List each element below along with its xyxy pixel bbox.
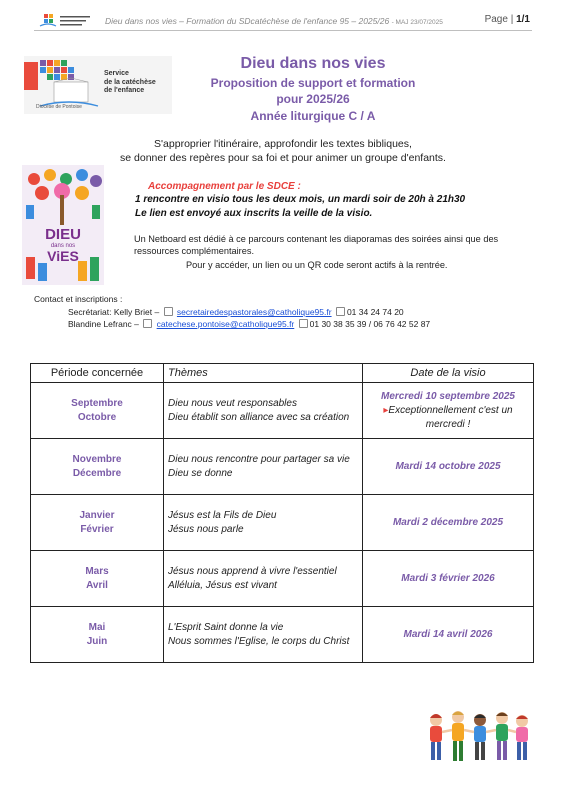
themes-cell: L'Esprit Saint donne la vie Nous sommes l'Eglise, le corps du Christ: [164, 607, 363, 663]
header-title: Dieu dans nos vies – Formation du SDcatéchèse de l'enfance 95 – 2025/26 - MAJ 23/07/2025: [105, 16, 443, 26]
subtitle-2: pour 2025/26: [276, 92, 350, 106]
cover-title-1: DIEU: [45, 226, 81, 243]
subtitle-1: Proposition de support et formation: [210, 76, 416, 90]
contact-secretariat: Secrétariat: Kelly Briet – secretairedespastorales@catholique95.fr 01 34 24 74 20: [68, 307, 404, 317]
table-header-row: [31, 364, 534, 383]
table-row: [31, 551, 534, 607]
date-cell: Mardi 14 octobre 2025: [363, 439, 534, 495]
intro-text: S'approprier l'itinéraire, approfondir les textes bibliques, se donner des repères pour sa foi et pour animer un groupe d'enfants.: [120, 138, 446, 164]
period-cell: Mai Juin: [31, 607, 164, 663]
children-illustration: [422, 708, 534, 770]
warning-icon: ▸: [383, 404, 389, 416]
table-row: [31, 495, 534, 551]
themes-cell: Dieu nous veut responsables Dieu établit son alliance avec sa création: [164, 383, 363, 439]
email-icon: [164, 307, 173, 316]
document-title: Dieu dans nos vies: [240, 55, 386, 72]
period-cell: Septembre Octobre: [31, 383, 164, 439]
period-cell: Mars Avril: [31, 551, 164, 607]
period-cell: Novembre Décembre: [31, 439, 164, 495]
subtitle-3: Année liturgique C / A: [250, 109, 376, 123]
date-cell: Mardi 3 février 2026: [363, 551, 534, 607]
schedule-table: [30, 363, 534, 663]
date-cell: Mardi 14 avril 2026: [363, 607, 534, 663]
page-number: Page | 1/1: [484, 14, 530, 25]
netboard-access-text: Pour y accéder, un lien ou un QR code seront actifs à la rentrée.: [186, 260, 448, 270]
accompagnement-line-1: 1 rencontre en visio tous les deux mois, un mardi soir de 20h à 21h30: [135, 194, 466, 205]
accompagnement-line-2: Le lien est envoyé aux inscrits la veille de la visio.: [135, 208, 373, 219]
email-icon: [143, 319, 152, 328]
date-cell: Mercredi 10 septembre 2025 ▸Exceptionnellement c'est un mercredi !: [363, 383, 534, 439]
header-logo: [38, 10, 96, 32]
themes-cell: Jésus est la Fils de Dieu Jésus nous parle: [164, 495, 363, 551]
phone-icon: [336, 307, 345, 316]
contact-blandine: Blandine Lefranc – catechese.pontoise@catholique95.fr 01 30 38 35 39 / 06 76 42 52 87: [68, 319, 431, 329]
themes-cell: Dieu nous rencontre pour partager sa vie Dieu se donne: [164, 439, 363, 495]
blandine-email-link[interactable]: catechese.pontoise@catholique95.fr: [156, 319, 295, 329]
cover-title-2: dans nos: [50, 243, 76, 249]
book-cover-image: [22, 165, 104, 285]
column-header-date: Date de la visio: [363, 364, 534, 383]
contact-heading: Contact et inscriptions :: [34, 294, 123, 304]
column-header-themes: Thèmes: [164, 364, 363, 383]
period-cell: Janvier Février: [31, 495, 164, 551]
themes-cell: Jésus nous apprend à vivre l'essentiel Alléluia, Jésus est vivant: [164, 551, 363, 607]
service-logo-text: Service de la catéchèse de l'enfance: [104, 70, 156, 94]
header-divider: [34, 30, 532, 31]
accompagnement-label: Accompagnement par le SDCE :: [148, 181, 301, 192]
column-header-period: Période concernée: [31, 364, 164, 383]
secretariat-email-link[interactable]: secretairedespastorales@catholique95.fr: [176, 307, 332, 317]
date-cell: Mardi 2 décembre 2025: [363, 495, 534, 551]
table-row: [31, 439, 534, 495]
phone-icon: [299, 319, 308, 328]
netboard-text: Un Netboard est dédié à ce parcours contenant les diaporamas des soirées ainsi que des ressources complémentaires.: [134, 234, 499, 256]
table-row: [31, 383, 534, 439]
cover-title-3: ViES: [47, 248, 79, 264]
table-row: [31, 607, 534, 663]
diocese-label: Diocèse de Pontoise: [36, 104, 82, 110]
